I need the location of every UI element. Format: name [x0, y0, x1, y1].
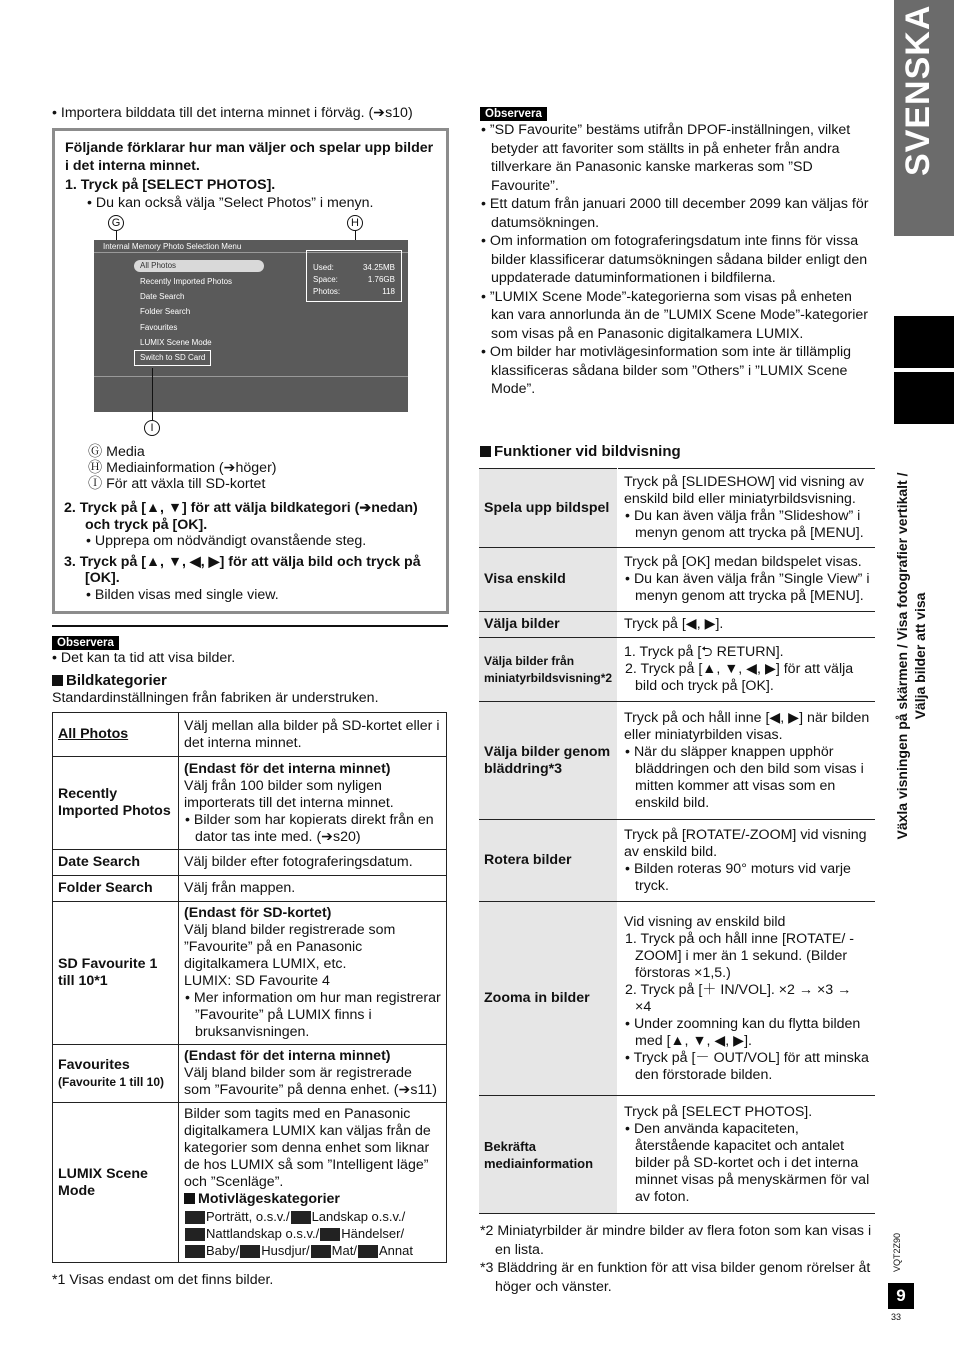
pet-icon: [240, 1245, 260, 1258]
menu-item-favourites[interactable]: Favourites: [140, 323, 178, 332]
step-3-bullet: • Bilden visas med single view.: [86, 586, 279, 603]
vertical-section-title: Växla visningen på skärmen / Visa fotografier vertikalt / Välja bilder att visa: [894, 472, 928, 840]
table-row: Favourites (Favourite 1 till 10) (Endast för det interna minnet) Välj bland bilder som är registrerade som ”Favourite” på denna enhet. (➔s11): [53, 1045, 447, 1103]
menu-item-lumix-scene[interactable]: LUMIX Scene Mode: [140, 338, 212, 347]
divider: [52, 625, 448, 627]
legend: Ⓖ Media Ⓗ Mediainformation (➔höger) Ⓘ För att växla till SD-kortet: [88, 444, 277, 492]
square-bullet-icon: [52, 675, 63, 686]
menu-item-switch-sd[interactable]: Switch to SD Card: [134, 350, 211, 366]
table-row: Välja bilder Tryck på [◀, ▶].: [479, 612, 875, 638]
functions-heading: Funktioner vid bildvisning: [480, 442, 681, 462]
language-tab-label: SVENSKA: [899, 4, 937, 176]
menu-screen: [94, 240, 408, 386]
category-subtitle: Standardinställningen från fabriken är understruken.: [52, 690, 379, 706]
square-bullet-icon: [184, 1193, 195, 1204]
note-item: • ”SD Favourite” bestäms utifrån DPOF-inställningen, vilket betyder att favoriter som ställts in på enheter från andra tillverkare än Panasonic kanske markeras som ”SD Favourite”.: [481, 122, 851, 194]
step-1: 1. Tryck på [SELECT PHOTOS].: [65, 176, 276, 193]
observera-left: Observera: [52, 633, 119, 651]
screen-footer-divider: [94, 376, 408, 377]
steps-2-3: [64, 500, 442, 603]
portrait-icon: [185, 1211, 205, 1224]
table-row: Bekräfta mediainformation Tryck på [SELECT PHOTOS]. • Den använda kapaciteten, återstående kapacitet och antalet bilder på SD-kortet och i det interna minnet visas på menyskärmen för val av foton.: [479, 1096, 875, 1214]
food-icon: [311, 1245, 331, 1258]
note-item: • Om information om fotograferingsdatum inte finns för vissa bilder klassificerar datumsökningen sådana bilder enligt den uppdaterade datuminformationen i bildfilerna.: [481, 233, 868, 286]
observera-notes: [480, 121, 876, 399]
table-row: Rotera bilder Tryck på [ROTATE/-ZOOM] vid visning av enskild bild. • Bilden roteras 90° moturs vid varje tryck.: [479, 820, 875, 902]
observera-right: Observera: [480, 104, 547, 122]
leader-i: [152, 368, 153, 420]
table-row: Zooma in bilder Vid visning av enskild bild 1. Tryck på och håll inne [ROTATE/ -ZOOM] i mer än 1 sekund. (Bilder förstoras ×1,5.) 2. Tryck på [＋ IN/VOL]. ×2 → ×3 → ×4 • Under zoomning kan du flytta bilden med [▲, ▼, ◀, ▶]. • Tryck på [－ OUT/VOL] för att minska den förstorade bilden.: [479, 902, 875, 1096]
table-row: Folder Search Välj från mappen.: [53, 876, 447, 902]
language-tab: [894, 0, 954, 236]
section-marker-1: [894, 316, 954, 368]
event-icon: [320, 1228, 340, 1241]
section-marker-2: [894, 372, 954, 424]
label-i: I: [144, 420, 160, 436]
functions-table: [479, 468, 875, 1214]
intro-bullet: • Importera bilddata till det interna minnet i förväg. (➔s10): [52, 105, 413, 121]
step-2-bullet: • Upprepa om nödvändigt ovanstående steg.: [86, 533, 367, 549]
label-g: G: [108, 215, 124, 231]
sub-page-number: 33: [891, 1312, 902, 1322]
table-row: SD Favourite 1 till 10*1 (Endast för SD-kortet) Välj bland bilder registrerade som ”Favourite” på en Panasonic digitalkamera LUMIX, etc. LUMIX: SD Favourite 4 • Mer information om hur man registrerar ”Favourite” på LUMIX finns i bruksanvisningen.: [53, 902, 447, 1045]
label-h: H: [347, 215, 363, 231]
note-item: • Ett datum från januari 2000 till december 2099 kan väljas för datumsökningen.: [481, 196, 869, 231]
screen-header: Internal Memory Photo Selection Menu: [103, 242, 242, 251]
category-heading: Bildkategorier: [52, 671, 167, 691]
menu-item-folder-search[interactable]: Folder Search: [140, 307, 191, 316]
menu-item-date-search[interactable]: Date Search: [140, 292, 185, 301]
note-item: • Om bilder har motivlägesinformation som inte är tillämplig klassificeras sådana bilder som ”Others” i ”LUMIX Scene Mode”.: [481, 344, 852, 397]
table-row: LUMIX Scene Mode Bilder som tagits med en Panasonic digitalkamera LUMIX kan väljas från de kategorier som denna enhet som liknar de hos LUMIX så som ”Intelligent läge” och ”Scenläge”. Motivlägeskategorier Porträtt, o.s.v./ Landskap o.s.v./ Nattlandskap o.s.v./ Händelser/ Baby/ Husdjur/ Mat/ Annat: [53, 1103, 447, 1263]
table-row: Visa enskild Tryck på [OK] medan bildspelet visas. • Du kan även välja från ”Single View” i menyn genom att trycka på [MENU].: [479, 548, 875, 612]
other-icon: [358, 1245, 378, 1258]
step-1-bullet: • Du kan också välja ”Select Photos” i menyn.: [87, 195, 374, 212]
baby-icon: [185, 1245, 205, 1258]
landscape-icon: [291, 1211, 311, 1224]
model-code: VQT2Z90: [892, 1232, 902, 1272]
screen-footer-bg: [94, 386, 408, 412]
note-item: • ”LUMIX Scene Mode”-kategorierna som visas på enheten kan vara annorlunda än de ”LUMIX Scene Mode”-kategorier som visas på en Panasonic digitalkamera LUMIX.: [481, 288, 868, 342]
table-row: All Photos Välj mellan alla bilder på SD-kortet eller i det interna minnet.: [53, 713, 447, 757]
table-row: Date Search Välj bilder efter fotograferingsdatum.: [53, 850, 447, 876]
footnote-1: *1 Visas endast om det finns bilder.: [52, 1272, 274, 1288]
table-row: Välja bilder från miniatyrbildsvisning*2 1. Tryck på [⮌ RETURN]. 2. Tryck på [▲, ▼, ◀, ▶] för att välja bild och tryck på [OK].: [479, 638, 875, 702]
table-row: Välja bilder genom bläddring*3 Tryck på och håll inne [◀, ▶] när bilden eller miniatyrbilden visas. • När du släpper knappen upphör bläddringen och den bild som visas i mitten kommer att visas som en enskild bild.: [479, 702, 875, 820]
box-heading: Följande förklarar hur man väljer och spelar upp bilder i det interna minnet.: [65, 140, 434, 175]
menu-item-all-photos[interactable]: All Photos: [134, 260, 264, 272]
category-table: [52, 712, 447, 1263]
table-row: Spela upp bildspel Tryck på [SLIDESHOW] vid visning av enskild bild eller miniatyrbildsvisning. • Du kan även välja från ”Slideshow” i menyn genom att trycka på [MENU].: [479, 469, 875, 548]
table-row: Recently Imported Photos (Endast för det interna minnet) Välj från 100 bilder som nyligen importerats till det interna minnet. • Bilder som har kopierats direkt från en dator tas inte med. (➔s20): [53, 757, 447, 850]
step-3: 3. Tryck på [▲, ▼, ◀, ▶] för att välja bild och tryck på [OK].: [64, 553, 421, 586]
menu-item-recent[interactable]: Recently Imported Photos: [140, 277, 233, 286]
media-info-panel: Used: 34.25MB Space: 1.76GB Photos: 118: [306, 250, 402, 302]
page-number: 9: [888, 1283, 914, 1309]
square-bullet-icon: [480, 446, 491, 457]
night-landscape-icon: [185, 1228, 205, 1241]
step-2: 2. Tryck på [▲, ▼] för att välja bildkategori (➔nedan) och tryck på [OK].: [64, 500, 418, 533]
observera-left-text: • Det kan ta tid att visa bilder.: [52, 650, 236, 666]
footnotes-right: *2 Miniatyrbilder är mindre bilder av flera foton som kan visas i en lista. *3 Bläddring är en funktion för att visa bilder genom rörelser åt höger och vänster.: [480, 1223, 872, 1295]
